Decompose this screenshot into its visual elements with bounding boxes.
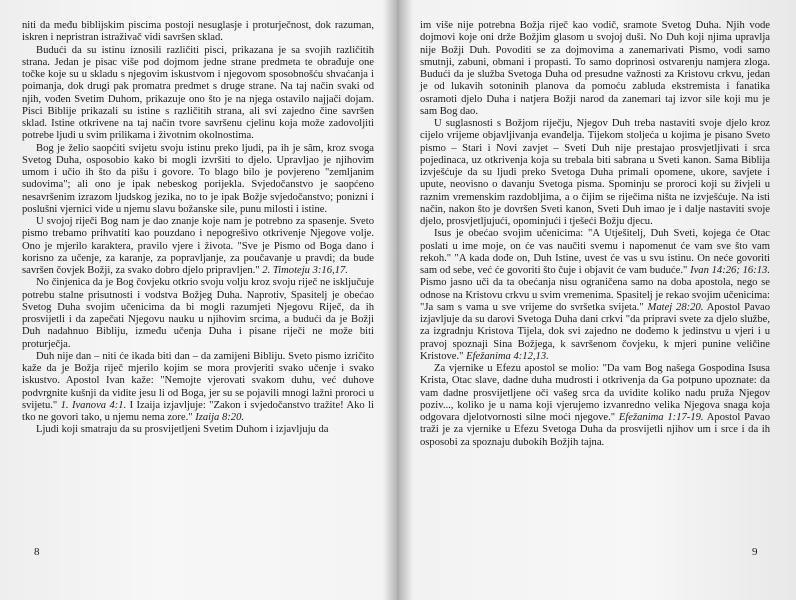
paragraph: Ljudi koji smatraju da su prosvijetljeni Svetim Duhom i izjavljuju da <box>36 424 329 436</box>
paragraph: Isus je obećao svojim učenicima: "A Utješitelj, Duh Sveti, kojega će Otac poslati u ime moje, on će vas naučiti svemu i napomenut će vam sve što vam rekoh." "A kada dođe on, Duh Istine, uvest će vas u svu istinu. On neće govoriti sam od sebe, već će govoriti što čuje i objavit će vam buduće." Ivan 14:26; 16:13. Pismo jasno uči da ta obećanja nisu ograničena samo na doba apostola, nego se odnose na Kristovu crkvu u svim vremenima. Spasitelj je rekao svojim učenicima: "Ja sam s vama u sve vrijeme do svršetka svijeta." Matej 28:20. Apostol Pavao izjavljuje da su darovi Svetoga Duha dani crkvi "da pripravi svete za djelo službe, za izgradnju Kristova Tijela, dok svi zajedno ne dođemo k jedinstvu u vjeri i u pravoj spoznaji Sina Božjega, k savršenom čovjeku, k mjeri punine veličine Kristove." Efežanima 4:12,13. <box>420 228 770 362</box>
paragraph: im više nije potrebna Božja riječ kao vodič, sramote Svetog Duha. Njih vode dojmovi koje oni drže Božjim glasom u svojoj duši. No Duh koji njima upravlja nije Božji Duh. Povoditi se za dojmovima a zanemarivati Pismo, vodi samo smutnji, zabuni, obmani i propasti. To samo doprinosi ostvarenju namjera zloga. Budući da je služba Svetoga Duha od presudne važnosti za Kristovu crkvu, jedan je od lukavih sotoninih planova da pomoću zabluda ekstremista i fanatika osramoti djelo Duha i natjera Božji narod da zanemari taj izvor sile koji mu je sam Bog dao. <box>420 20 770 117</box>
paragraph: Za vjernike u Efezu apostol se molio: "Da vam Bog našega Gospodina Isusa Krista, Otac slave, dadne duha mudrosti i otkrivenja da Ga potpuno upoznate: da vam dadne prosvijetljene oči vašeg srca da uvidite koliko nadu pruža Njegov poziv..., koliko je u nama koji vjerujemo izvanredno velika Njegova snaga koja odgovara djelotvornosti silne moći njegove." Efežanima 1:17-19. Apostol Pavao traži je za vjernike u Efezu Svetoga Duha da prosvijetli njihov um i srce i da ih osposobi za spoznaju dubokih Božjih tajna. <box>420 363 770 448</box>
book-gutter <box>384 0 412 600</box>
paragraph: Bog je želio saopćiti svijetu svoju istinu preko ljudi, pa ih je sâm, kroz svoga Svetog Duha, osposobio kako bi mogli izvršiti to djelo. Upravljao je njihovim umom i učio ih što da pišu i govore. To blago bilo je povjereno "zemljanim sudovima"; ali ono je ipak nebeskog porijekla. Svjedočanstvo je saopćeno nesavršenim izrazom ljudskog jezika, no to je ipak Božje svjedočanstvo; ponizni i poslušni vjernici vide u njemu slavu božanske sile, punu milosti i istine. <box>22 142 374 215</box>
scripture-reference: Matej 28:20. <box>647 301 704 313</box>
paragraph: U suglasnosti s Božjom riječju, Njegov Duh treba nastaviti svoje djelo kroz cijelo vrijeme objavljivanja evanđelja. Tijekom stoljeća u kojima je pisano Sveto pismo – Stari i Novi zavjet – Sveti Duh nije prestajao prosvjetljivati i srca pojedinaca, uz otkrivenja koja su trebala biti sabrana u Sveti kanon. Sama Biblija izvješćuje da su ljudi preko Svetoga Duha primali opomene, ukore, savjete i upute, neovisno o davanju Svetoga pisma. Spominju se proroci koji su živjeli u raznim vremenskim razdobljima, a o čijim se riječima ništa ne izvješćuje. Na isti način, nakon što je dovršen Sveti kanon, Sveti Duh imao je i dalje nastaviti svoje djelo, prosvjetljujući, opominjući i tješeći Božju djecu. <box>420 118 770 227</box>
page-number: 8 <box>34 546 40 558</box>
scripture-reference: Ivan 14:26; 16:13. <box>690 265 770 276</box>
scripture-reference: Efežanima 1:17-19. <box>618 412 704 423</box>
scripture-reference: 1. Ivanova 4:1. <box>60 399 127 411</box>
left-page <box>22 20 374 437</box>
page-number: 9 <box>752 546 758 558</box>
right-page <box>420 20 770 449</box>
paragraph: U svojoj riječi Bog nam je dao znanje koje nam je potrebno za spasenje. Sveto pismo trebamo prihvatiti kao pouzdano i nepogrešivo otkrivenje Njegove volje. Ono je mjerilo karaktera, pravilo vjere i života. "Sve je Pismo od Boga dano i korisno za učenje, za karanje, za popravljanje, za poučavanje u pravdi; da bude savršen čovjek Božji, za svako dobro djelo pripravljen." 2. Timoteju 3:16,17. <box>22 216 374 276</box>
paragraph: niti da među biblijskim piscima postoji nesuglasje i proturječnost, dok razuman, iskren i nepristran istraživač vidi savršen sklad. <box>22 20 374 44</box>
scripture-reference: Efežanima 4:12,13. <box>466 350 549 362</box>
paragraph: Duh nije dan – niti će ikada biti dan – da zamijeni Bibliju. Sveto pismo izričito kaže da je Božja riječ mjerilo kojim se mora provjeriti svako učenje i svako iskustvo. Apostol Ivan kaže: "Nemojte vjerovati svakom duhu, već duhove podvrgnite kušnji da vidite jesu li od Boga, jer su se pojavili mnogi lažni proroci u svijetu." 1. Ivanova 4:1. I Izaija izjavljuje: "Zakon i svjedočanstvo tražite! Ako li tko ne govori tako, u njemu nema zore." Izaija 8:20. <box>22 350 374 423</box>
scripture-reference: 2. Timoteju 3:16,17. <box>262 265 348 276</box>
paragraph: Budući da su istinu iznosili različiti pisci, prikazana je sa svojih različitih strana. Jedan je pisac više pod dojmom jedne strane predmeta te obrađuje one točke koje su u skladu s njegovim iskustvom i njegovom sposobnošću shvaćanja i poimanja, dok drugi pak promatra predmet s druge strane. Na taj način svaki od njih, vođen Svetim Duhom, prikazuje ono što je na njega ostavilo najjači dojam. Pisci Biblije prikazali su istine s različitih strana, ali svi zajedno čine savršen sklad. Istine otkrivene na taj način tvore savršenu cjelinu koja može zadovoljiti potrebe ljudi u svim prilikama i životnim okolnostima. <box>22 44 374 142</box>
scripture-reference: Izaija 8:20. <box>195 412 245 423</box>
paragraph: No činjenica da je Bog čovjeku otkrio svoju volju kroz svoju riječ ne isključuje potrebu stalne prisutnosti i vodstva Božjeg Duha. Naprotiv, Spasitelj je obećao Svetog Duha svojim učenicima da bi mogli razumjeti Njegovu Riječ, da ih prosvijetli i da zapečati Njegovu nauku u njihovim srcima, a budući da je Božji Duh nadahnuo Bibliju, između učenja Duha i pisane riječi ne može biti proturječja. <box>22 277 374 350</box>
